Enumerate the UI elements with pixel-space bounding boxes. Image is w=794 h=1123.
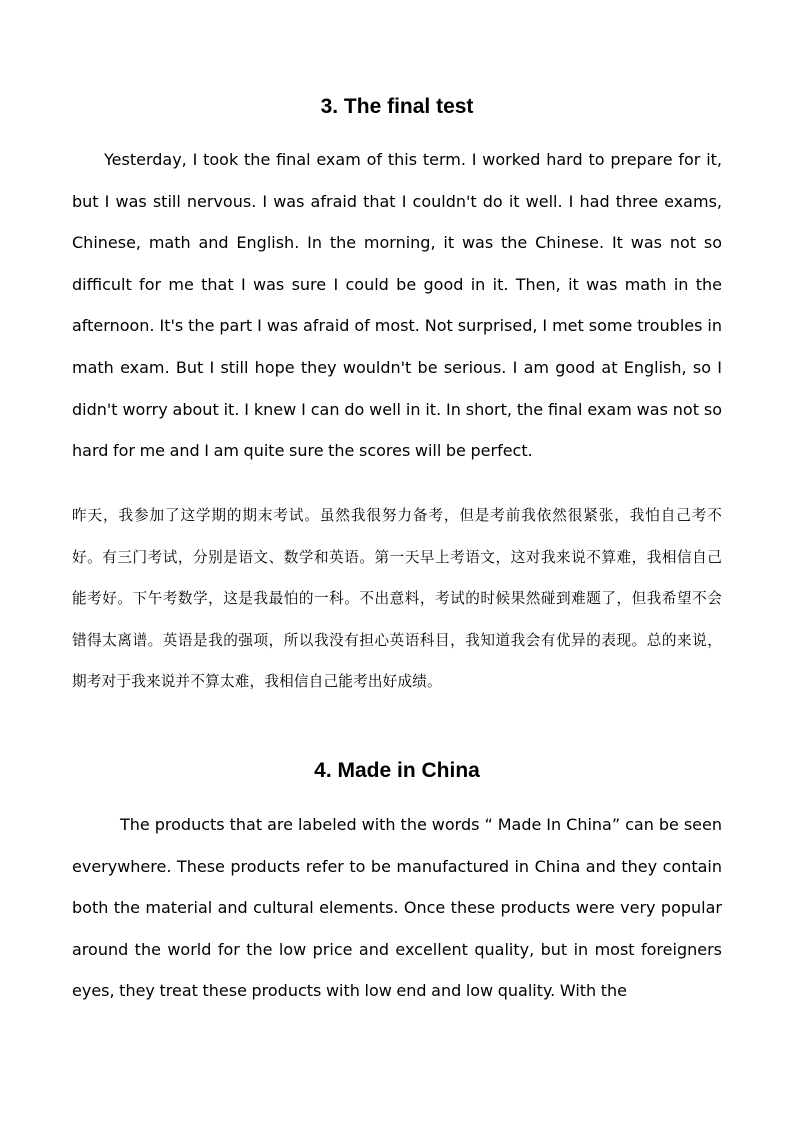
section-4-english-paragraph: The products that are labeled with the words “ Made In China” can be seen everywhere. These products refer to be manufactured in China and they contain both the material and cultural elements. Once these products were very popular around the world for the low price and excellent quality, but in most foreigners eyes, they treat these products with low end and low quality. With the bbox=[72, 815, 722, 1001]
section-3-chinese-paragraph: 昨天，我参加了这学期的期末考试。虽然我很努力备考，但是考前我依然很紧张，我怕自己考不好。有三门考试，分别是语文、数学和英语。第一天早上考语文，这对我来说不算难，我相信自己能考好。下午考数学，这是我最怕的一科。不出意料，考试的时候果然碰到难题了，但我希望不会错得太离谱。英语是我的强项，所以我没有担心英语科目，我知道我会有优异的表现。总的来说，期考对于我来说并不算太难，我相信自己能考出好成绩。 bbox=[72, 507, 722, 691]
section-4-title: 4. Made in China bbox=[314, 759, 480, 782]
section-3-title: 3. The final test bbox=[320, 95, 474, 118]
section-3-english-paragraph: Yesterday, I took the final exam of this term. I worked hard to prepare for it, but I was still nervous. I was afraid that I couldn't do it well. I had three exams, Chinese, math and English. In the morning, it was the Chinese. It was not so difficult for me that I was sure I could be good in it. Then, it was math in the afternoon. It's the part I was afraid of most. Not surprised, I met some troubles in math exam. But I still hope they wouldn't be serious. I am good at English, so I didn't worry about it. I knew I can do well in it. In short, the final exam was not so hard for me and I am quite sure the scores will be perfect. bbox=[72, 150, 722, 461]
